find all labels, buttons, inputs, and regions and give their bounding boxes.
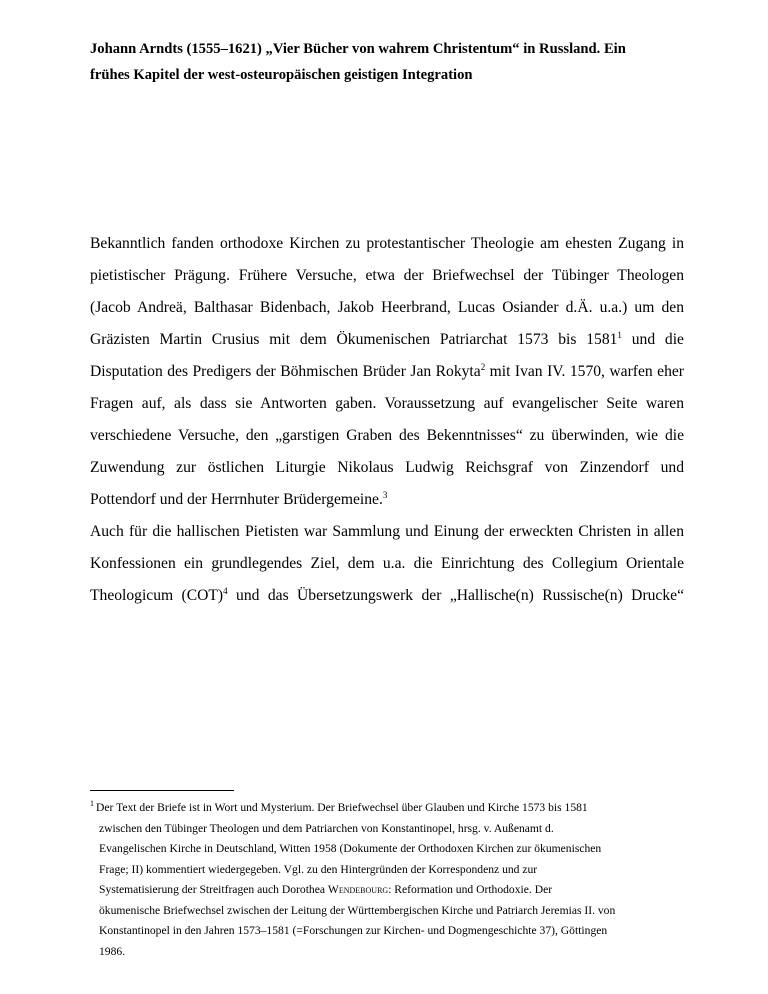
footnote-mark[interactable]: 4 xyxy=(223,585,228,596)
body-line: pietistischer Prägung. Frühere Versuche, etwa der Briefwechsel der Tübinger Theologen xyxy=(90,267,684,284)
body-line: Zuwendung zur östlichen Liturgie Nikolaus Ludwig Reichsgraf von Zinzendorf und xyxy=(90,459,684,476)
title-line-1: Johann Arndts (1555–1621) „Vier Bücher von wahrem Christentum“ in Russland. Ein xyxy=(90,41,626,57)
footnote-mark[interactable]: 3 xyxy=(382,489,388,500)
footnote-separator xyxy=(90,790,234,791)
body-line: verschiedene Versuche, den „garstigen Graben des Bekenntnisses“ zu überwinden, wie die xyxy=(90,427,684,444)
footnote-number: 1 xyxy=(90,799,94,809)
footnote-mark[interactable]: 1 xyxy=(617,329,622,340)
body-line: Disputation des Predigers der Böhmischen Brüder Jan Rokyta$^2$ mit Ivan IV. 1570, warfen eher xyxy=(90,361,684,380)
body-line: Bekanntlich fanden orthodoxe Kirchen zu protestantischer Theologie am ehesten Zugang in xyxy=(90,235,684,252)
body-line: Theologicum (COT)$^4$ und das Übersetzungswerk der „Hallische(n) Russische(n) Drucke“ xyxy=(90,585,684,604)
body-line: Fragen auf, als dass sie Antworten gaben. Voraussetzung auf evangelischer Seite waren xyxy=(90,395,684,412)
title-line-2: frühes Kapitel der west-osteuropäischen geistigen Integration xyxy=(90,67,473,83)
body-line: Gräzisten Martin Crusius mit dem Ökumenischen Patriarchat 1573 bis 1581$^1$ und die xyxy=(90,329,684,348)
document-title xyxy=(90,36,684,88)
body-line: (Jacob Andreä, Balthasar Bidenbach, Jakob Heerbrand, Lucas Osiander d.Ä. u.a.) um den xyxy=(90,299,684,316)
body-line: Konfessionen ein grundlegendes Ziel, dem u.a. die Einrichtung des Collegium Orientale xyxy=(90,555,684,572)
body-line: Pottendorf und der Herrnhuter Brüdergemeine.$^3$ xyxy=(90,489,388,508)
footnote-1: $^1$ Der Text der Briefe ist in Wort und Mysterium. Der Briefwechsel über Glauben und Kirche 1573 bis 1581 zwischen den Tübinger Theologen und dem Patriarchen von Konstantinopel, hrsg. v. Außenamt d. Evangelischen Kirche in Deutschland, Witten 1958 (Dokumente der Orthodoxen Kirchen zur ökumenischen Frage; II) kommentiert wiedergegeben. Vgl. zu den Hintergründen der Korrespondenz und zur Systematisierung der Streitfragen auch Dorothea Wendebourg: Reformation und Orthodoxie. Der ökumenische Briefwechsel zwischen der Leitung der Württembergischen Kirche und Patriarch Jeremias II. von Konstantinopel in den Jahren 1573–1581 (=Forschungen zur Kirchen- und Dogmengeschichte 37), Göttingen 1986. xyxy=(90,799,616,958)
footnote-mark[interactable]: 2 xyxy=(480,361,486,372)
body-line: Auch für die hallischen Pietisten war Sammlung und Einung der erweckten Christen in allen xyxy=(90,523,684,540)
